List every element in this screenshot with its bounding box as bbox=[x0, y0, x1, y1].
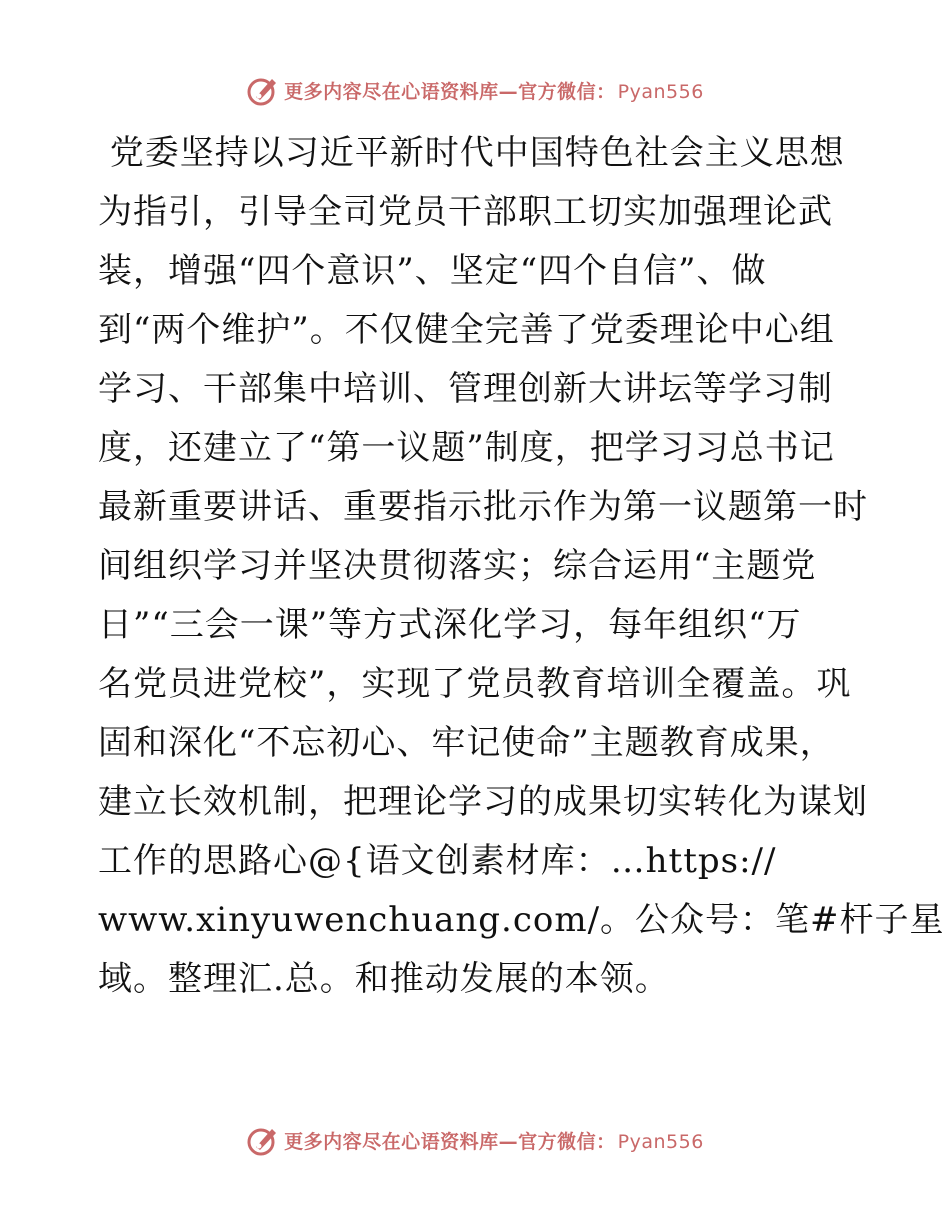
text-line-11: 固和深化“不忘初心、牢记使命”主题教育成果， bbox=[98, 723, 835, 763]
text-line-2: 为指引，引导全司党员干部职工切实加强理论武 bbox=[98, 192, 833, 232]
header-banner bbox=[0, 70, 950, 110]
document-body bbox=[98, 124, 945, 1009]
pen-nib-logo-icon bbox=[246, 1123, 280, 1157]
header-banner-text: 更多内容尽在心语资料库—官方微信： Pyan556 bbox=[284, 80, 704, 103]
header-wechat-id: Pyan556 bbox=[617, 80, 704, 103]
text-line-10: 名党员进党校”，实现了党员教育培训全覆盖。巩 bbox=[98, 664, 852, 704]
text-line-6: 度，还建立了“第一议题”制度，把学习习总书记 bbox=[98, 428, 835, 468]
text-line-15: 域。整理汇.总。和推动发展的本领。 bbox=[98, 959, 670, 999]
pen-nib-logo-icon bbox=[246, 73, 280, 107]
text-line-7: 最新重要讲话、重要指示批示作为第一议题第一时 bbox=[98, 487, 868, 527]
text-line-14: www.xinyuwenchuang.com/。公众号：笔#杆子星 bbox=[98, 900, 945, 940]
footer-banner-text: 更多内容尽在心语资料库—官方微信： Pyan556 bbox=[284, 1130, 704, 1153]
text-line-3: 装，增强“四个意识”、坚定“四个自信”、做 bbox=[98, 251, 767, 291]
text-line-12: 建立长效机制，把理论学习的成果切实转化为谋划 bbox=[98, 782, 868, 822]
text-line-5: 学习、干部集中培训、管理创新大讲坛等学习制 bbox=[98, 369, 833, 409]
text-line-8: 间组织学习并坚决贯彻落实；综合运用“主题党 bbox=[98, 546, 817, 586]
text-line-13: 工作的思路心@{语文创素材库：…https:// bbox=[98, 841, 777, 881]
text-line-1: 党委坚持以习近平新时代中国特色社会主义思想 bbox=[98, 133, 845, 173]
text-line-9: 日”“三会一课”等方式深化学习，每年组织“万 bbox=[98, 605, 802, 645]
footer-wechat-id: Pyan556 bbox=[617, 1130, 704, 1153]
text-line-4: 到“两个维护”。不仅健全完善了党委理论中心组 bbox=[98, 310, 835, 350]
footer-banner bbox=[0, 1120, 950, 1160]
